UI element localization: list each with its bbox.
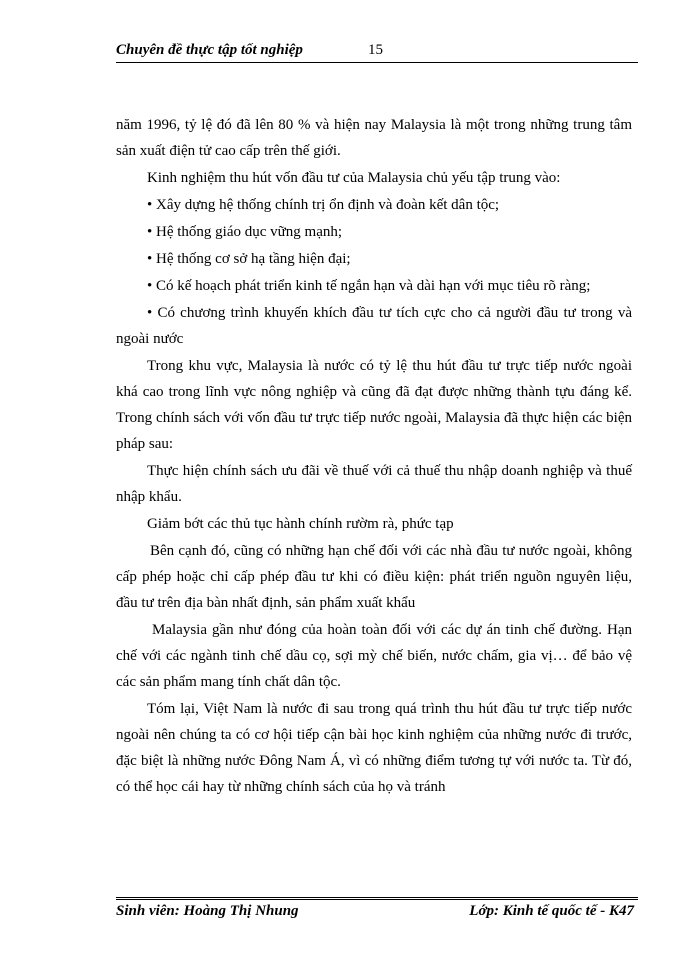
page-number: 15	[368, 42, 383, 58]
paragraph: Thực hiện chính sách ưu đãi về thuế với cả thuế thu nhập doanh nghiệp và thuế nhập khẩu.	[116, 463, 632, 505]
body-text	[116, 112, 632, 801]
bullet-item: • Có kế hoạch phát triển kinh tế ngắn hạn và dài hạn với mục tiêu rõ ràng;	[147, 278, 591, 294]
document-title: Chuyên đề thực tập tốt nghiệp	[116, 42, 303, 58]
bullet-item: • Có chương trình khuyến khích đầu tư tích cực cho cả người đầu tư trong và ngoài nước	[116, 305, 632, 347]
bullet-item: • Xây dựng hệ thống chính trị ổn định và đoàn kết dân tộc;	[147, 197, 500, 213]
header-divider	[116, 62, 638, 63]
page-header	[116, 42, 638, 62]
paragraph: Bên cạnh đó, cũng có những hạn chế đối với các nhà đầu tư nước ngoài, không cấp phép hoặc chỉ cấp phép đầu tư khi có điều kiện: phát triển nguồn nguyên liệu, đầu tư trên địa bàn nhất định, sản phẩm xuất khẩu	[116, 543, 632, 611]
class-name: Lớp: Kinh tế quốc tế - K47	[469, 903, 634, 919]
bullet-item: • Hệ thống giáo dục vững mạnh;	[147, 224, 343, 240]
paragraph: Tóm lại, Việt Nam là nước đi sau trong quá trình thu hút đầu tư trực tiếp nước ngoài nên chúng ta có cơ hội tiếp cận bài học kinh nghiệm của những nước đi trước, đặc biệt là những nước Đông Nam Á, vì có những điểm tương tự với nước ta. Từ đó, có thể học cái hay từ những chính sách của họ và tránh	[116, 701, 632, 795]
paragraph: Kinh nghiệm thu hút vốn đầu tư của Malaysia chủ yếu tập trung vào:	[147, 170, 561, 186]
paragraph: năm 1996, tỷ lệ đó đã lên 80 % và hiện nay Malaysia là một trong những trung tâm sản xuất điện tử cao cấp trên thế giới.	[116, 117, 632, 159]
paragraph: Trong khu vực, Malaysia là nước có tỷ lệ thu hút đầu tư trực tiếp nước ngoài khá cao trong lĩnh vực nông nghiệp và cũng đã đạt được những thành tựu đáng kể. Trong chính sách với vốn đầu tư trực tiếp nước ngoài, Malaysia đã thực hiện các biện pháp sau:	[116, 358, 632, 452]
footer-divider	[116, 897, 638, 902]
page-footer	[116, 903, 638, 923]
student-name: Sinh viên: Hoàng Thị Nhung	[116, 903, 299, 919]
bullet-item: • Hệ thống cơ sở hạ tầng hiện đại;	[147, 251, 351, 267]
paragraph: Malaysia gần như đóng của hoàn toàn đối với các dự án tinh chế đường. Hạn chế với các ngành tinh chế dầu cọ, sợi mỳ chế biến, nước chấm, gia vị… để bảo vệ các sản phẩm mang tính chất dân tộc.	[116, 622, 632, 690]
paragraph: Giảm bớt các thủ tục hành chính rườm rà, phức tạp	[147, 516, 454, 532]
